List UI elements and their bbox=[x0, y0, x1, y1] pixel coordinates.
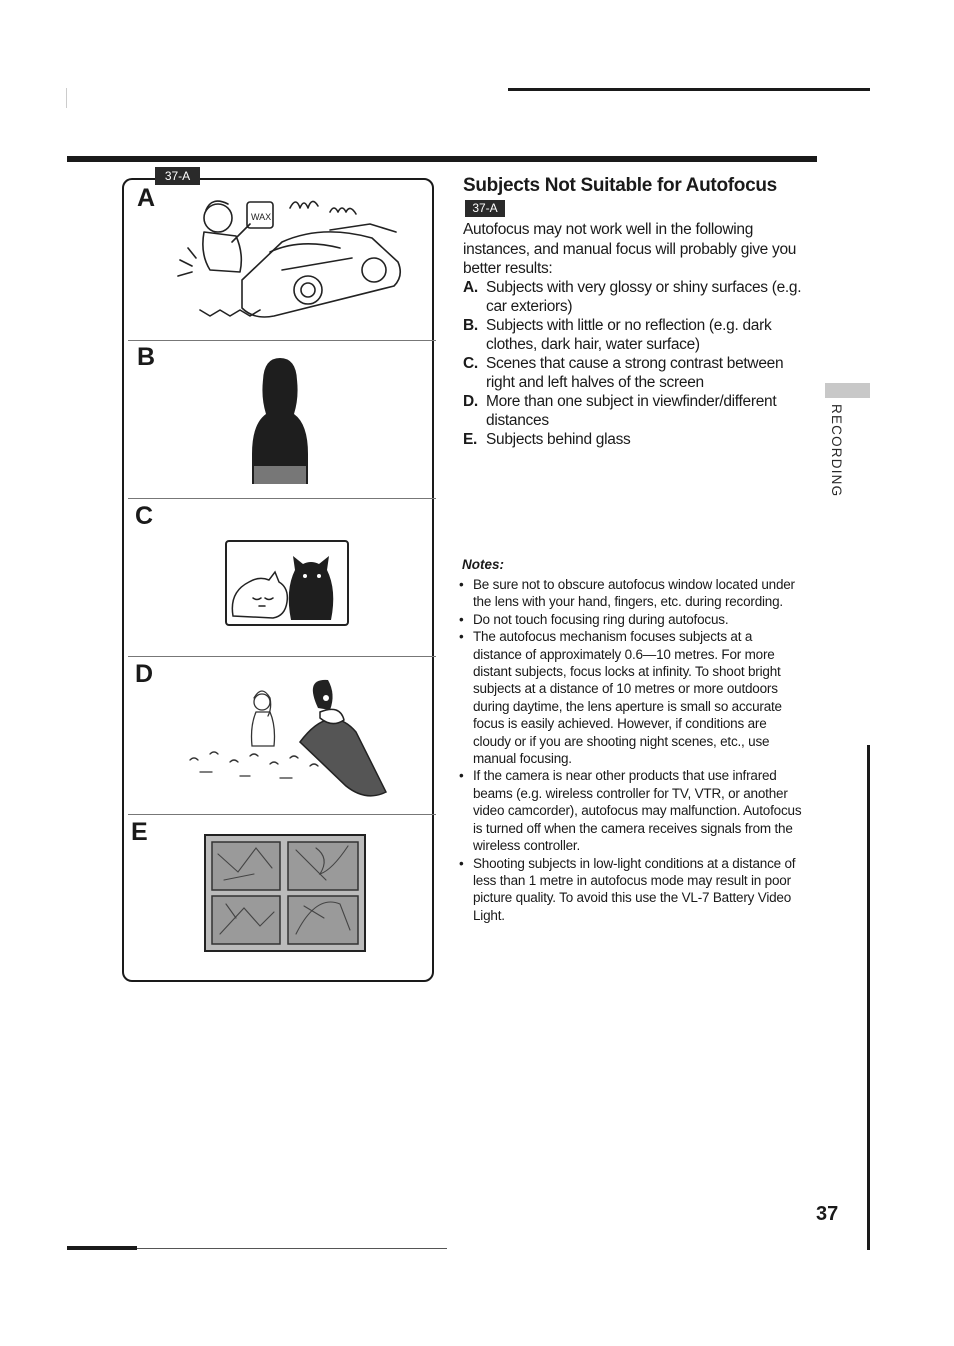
illustration-behind-glass bbox=[204, 834, 366, 952]
item-text: Subjects with little or no reflection (e.g. dark clothes, dark hair, water surface) bbox=[486, 317, 772, 353]
section-side-label: RECORDING bbox=[829, 404, 844, 498]
item-text: Subjects with very glossy or shiny surfaces (e.g. car exteriors) bbox=[486, 279, 802, 315]
notes-heading: Notes: bbox=[462, 557, 505, 572]
section-title: Subjects Not Suitable for Autofocus bbox=[463, 175, 777, 196]
bullet: • bbox=[459, 611, 464, 627]
item-letter: E. bbox=[463, 431, 478, 448]
illustration-glossy-car bbox=[170, 190, 410, 330]
section-ref-tag: 37-A bbox=[465, 200, 505, 217]
illustration-contrast-cats bbox=[225, 540, 349, 626]
header-rule bbox=[67, 156, 817, 162]
list-item bbox=[463, 278, 808, 316]
figure-ref-tag: 37-A bbox=[155, 167, 200, 185]
panel-letter-b: B bbox=[137, 343, 156, 371]
bullet: • bbox=[459, 855, 464, 871]
top-rule bbox=[508, 88, 870, 91]
item-letter: C. bbox=[463, 355, 478, 372]
section-thumb-tab bbox=[825, 383, 870, 398]
panel-letter-d: D bbox=[135, 660, 154, 688]
item-letter: D. bbox=[463, 393, 478, 410]
item-letter: B. bbox=[463, 317, 478, 334]
list-item bbox=[463, 316, 808, 354]
note-text: If the camera is near other products that use infrared beams (e.g. wireless controller for TV, VTR, or another video camcorder), autofocus may malfunction. Autofocus is turned off when the camera receives signals from the wireless controller. bbox=[473, 768, 802, 854]
footer-rule bbox=[67, 1246, 137, 1250]
note-item bbox=[459, 628, 804, 767]
bullet: • bbox=[459, 768, 464, 784]
item-letter: A. bbox=[463, 279, 478, 296]
note-item bbox=[459, 855, 804, 925]
item-text: More than one subject in viewfinder/different distances bbox=[486, 393, 777, 429]
note-text: Be sure not to obscure autofocus window located under the lens with your hand, fingers, etc. during recording. bbox=[473, 577, 795, 610]
panel-letter-a: A bbox=[137, 184, 156, 212]
panel-divider bbox=[128, 498, 436, 499]
list-item bbox=[463, 354, 808, 392]
panel-divider bbox=[128, 340, 436, 341]
wax-can-label: WAX bbox=[251, 212, 272, 222]
unsuitable-subjects-list bbox=[463, 278, 808, 449]
footer-rule-thin bbox=[137, 1248, 447, 1249]
illustration-dark-subject bbox=[250, 356, 310, 484]
note-text: Do not touch focusing ring during autofocus. bbox=[473, 611, 729, 627]
note-text: Shooting subjects in low-light conditions at a distance of less than 1 metre in autofocus mode may result in poor picture quality. To avoid this use the VL-7 Battery Video Light. bbox=[473, 855, 796, 923]
intro-paragraph: Autofocus may not work well in the following instances, and manual focus will probably give you better results: bbox=[463, 221, 797, 277]
right-margin-line bbox=[867, 745, 870, 1250]
panel-divider bbox=[128, 656, 436, 657]
note-item bbox=[459, 767, 804, 854]
margin-tick bbox=[66, 88, 67, 108]
note-item bbox=[459, 611, 804, 628]
panel-divider bbox=[128, 814, 436, 815]
item-text: Subjects behind glass bbox=[486, 431, 631, 448]
list-item bbox=[463, 392, 808, 430]
item-text: Scenes that cause a strong contrast between right and left halves of the screen bbox=[486, 355, 784, 391]
list-item bbox=[463, 430, 808, 449]
panel-letter-c: C bbox=[135, 502, 154, 530]
page-number: 37 bbox=[816, 1203, 839, 1225]
illustration-multiple-subjects bbox=[180, 672, 400, 802]
note-item bbox=[459, 576, 804, 611]
note-text: The autofocus mechanism focuses subjects at a distance of approximately 0.6—10 metres. For more distant subjects, focus locks at infinity. To shoot bright subjects at a distance of 10 metres or more outdoors during daytime, the lens aperture is small so accurate focus is easily achieved. However, if conditions are cloudy or if you are shooting night scenes, etc., use manual focusing. bbox=[473, 629, 782, 767]
bullet: • bbox=[459, 629, 464, 645]
bullet: • bbox=[459, 577, 464, 592]
notes-list bbox=[459, 576, 804, 924]
panel-letter-e: E bbox=[131, 818, 148, 846]
